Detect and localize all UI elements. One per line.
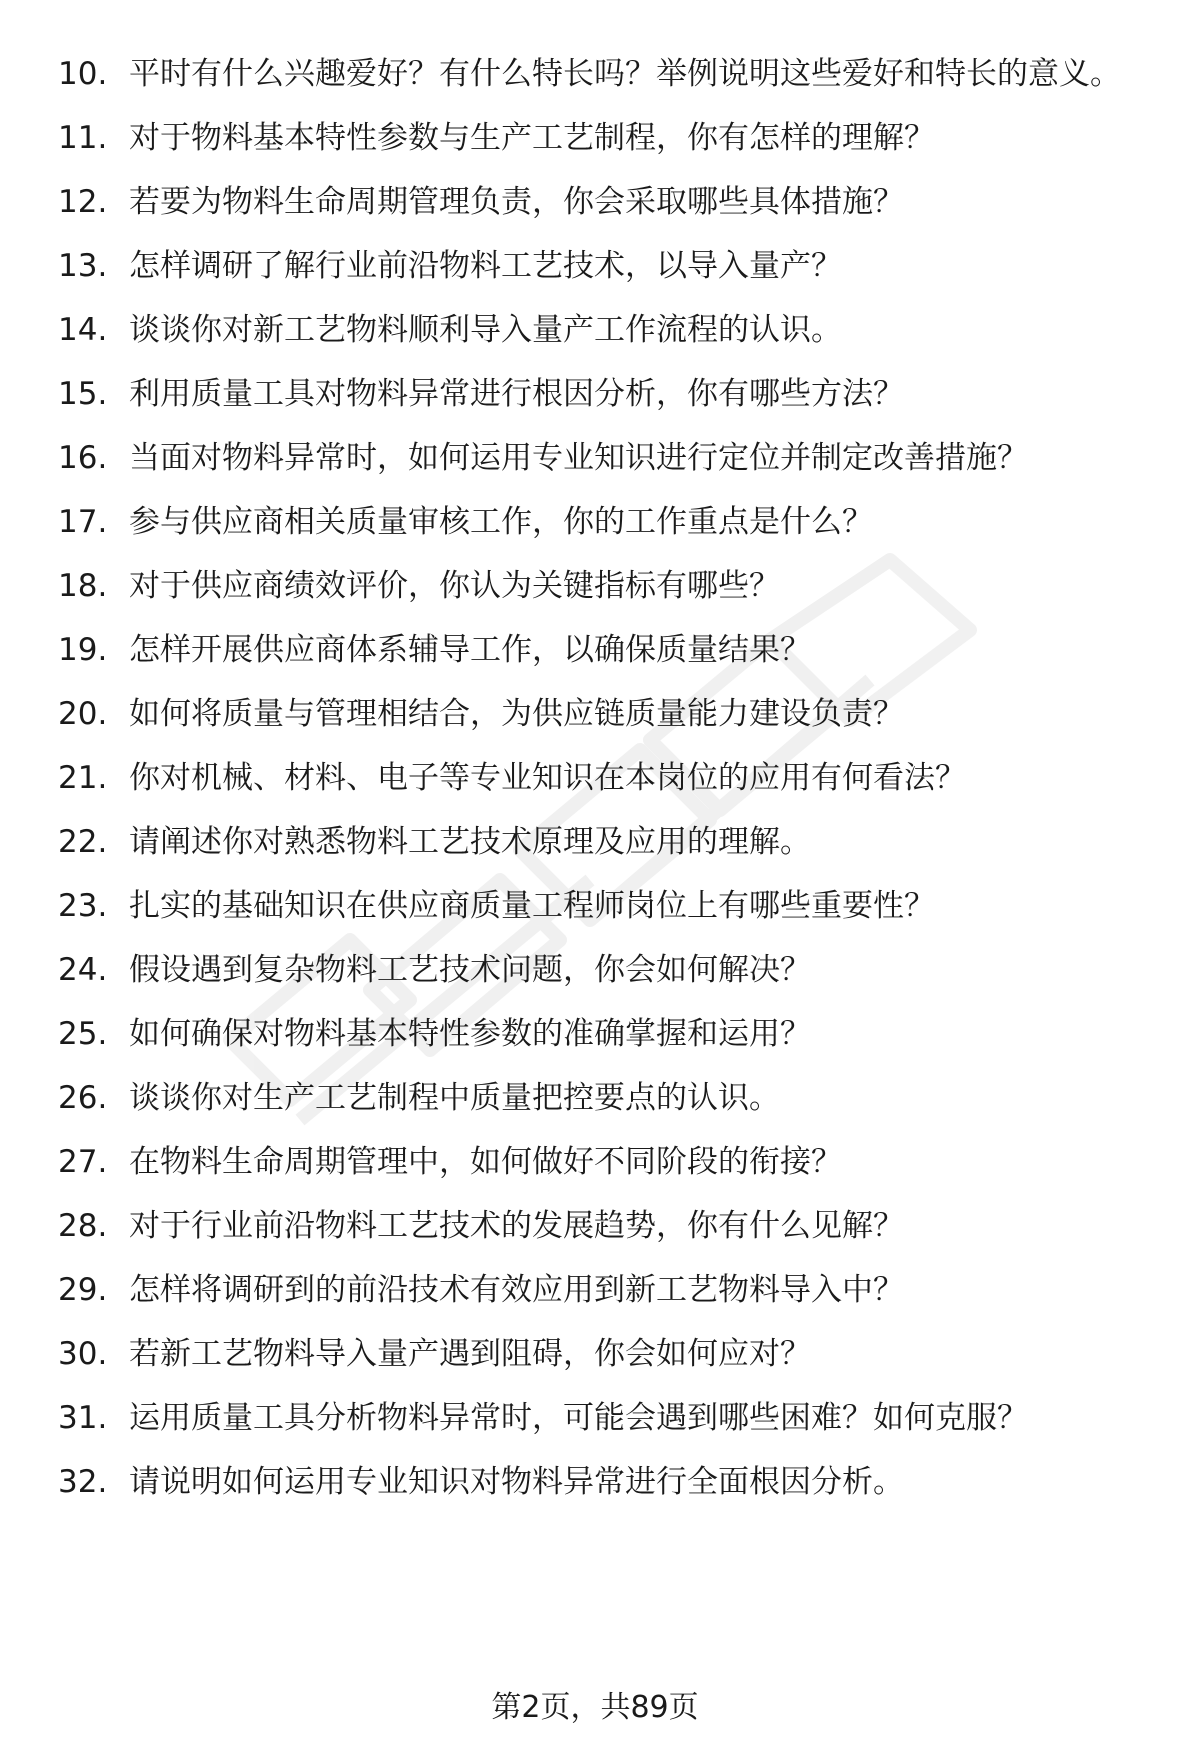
question-number: 32. — [58, 1464, 108, 1500]
question-number: 29. — [58, 1272, 108, 1308]
question-item — [0, 180, 1190, 225]
question-number: 25. — [58, 1016, 108, 1052]
question-number: 24. — [58, 952, 108, 988]
question-item — [0, 1332, 1190, 1377]
question-item — [0, 884, 1190, 929]
question-item — [0, 564, 1190, 609]
question-text: 怎样调研了解行业前沿物料工艺技术，以导入量产？ — [129, 248, 842, 284]
question-item — [0, 756, 1190, 801]
question-item — [0, 1076, 1190, 1121]
question-number: 19. — [58, 632, 108, 668]
question-item — [0, 1012, 1190, 1057]
question-text: 如何确保对物料基本特性参数的准确掌握和运用？ — [129, 1016, 811, 1052]
question-number: 12. — [58, 184, 108, 220]
question-number: 17. — [58, 504, 108, 540]
question-item — [0, 692, 1190, 737]
question-item — [0, 1140, 1190, 1185]
question-item — [0, 1204, 1190, 1249]
question-number: 10. — [58, 56, 108, 92]
question-item — [0, 308, 1190, 353]
question-text: 你对机械、材料、电子等专业知识在本岗位的应用有何看法？ — [129, 760, 966, 796]
question-text: 若要为物料生命周期管理负责，你会采取哪些具体措施？ — [129, 184, 904, 220]
question-text: 平时有什么兴趣爱好？有什么特长吗？举例说明这些爱好和特长的意义。 — [129, 56, 1121, 92]
question-number: 13. — [58, 248, 108, 284]
question-item — [0, 948, 1190, 993]
question-text: 参与供应商相关质量审核工作，你的工作重点是什么？ — [129, 504, 873, 540]
question-text: 运用质量工具分析物料异常时，可能会遇到哪些困难？如何克服？ — [129, 1400, 1028, 1436]
question-number: 28. — [58, 1208, 108, 1244]
question-number: 18. — [58, 568, 108, 604]
question-number: 15. — [58, 376, 108, 412]
question-text: 怎样将调研到的前沿技术有效应用到新工艺物料导入中？ — [129, 1272, 904, 1308]
question-number: 20. — [58, 696, 108, 732]
question-text: 谈谈你对生产工艺制程中质量把控要点的认识。 — [129, 1080, 780, 1116]
question-item — [0, 1268, 1190, 1313]
question-item — [0, 116, 1190, 161]
question-item — [0, 628, 1190, 673]
question-text: 扎实的基础知识在供应商质量工程师岗位上有哪些重要性？ — [129, 888, 935, 924]
question-item — [0, 372, 1190, 417]
question-number: 23. — [58, 888, 108, 924]
page-number-footer: 第2页，共89页 — [491, 1690, 699, 1725]
question-item — [0, 244, 1190, 289]
question-number: 31. — [58, 1400, 108, 1436]
question-item — [0, 1460, 1190, 1505]
question-text: 谈谈你对新工艺物料顺利导入量产工作流程的认识。 — [129, 312, 842, 348]
question-item — [0, 500, 1190, 545]
question-number: 26. — [58, 1080, 108, 1116]
question-item — [0, 820, 1190, 865]
question-number: 11. — [58, 120, 108, 156]
question-text: 在物料生命周期管理中，如何做好不同阶段的衔接？ — [129, 1144, 842, 1180]
question-item — [0, 436, 1190, 481]
question-text: 当面对物料异常时，如何运用专业知识进行定位并制定改善措施？ — [129, 440, 1028, 476]
question-text: 若新工艺物料导入量产遇到阻碍，你会如何应对？ — [129, 1336, 811, 1372]
question-text: 请阐述你对熟悉物料工艺技术原理及应用的理解。 — [129, 824, 811, 860]
question-text: 利用质量工具对物料异常进行根因分析，你有哪些方法？ — [129, 376, 904, 412]
question-number: 27. — [58, 1144, 108, 1180]
question-text: 对于物料基本特性参数与生产工艺制程，你有怎样的理解？ — [129, 120, 935, 156]
question-list — [0, 52, 1190, 1524]
question-number: 16. — [58, 440, 108, 476]
question-number: 21. — [58, 760, 108, 796]
question-text: 请说明如何运用专业知识对物料异常进行全面根因分析。 — [129, 1464, 904, 1500]
question-number: 14. — [58, 312, 108, 348]
question-text: 如何将质量与管理相结合，为供应链质量能力建设负责？ — [129, 696, 904, 732]
question-text: 对于供应商绩效评价，你认为关键指标有哪些？ — [129, 568, 780, 604]
question-number: 22. — [58, 824, 108, 860]
question-text: 怎样开展供应商体系辅导工作，以确保质量结果？ — [129, 632, 811, 668]
question-text: 假设遇到复杂物料工艺技术问题，你会如何解决？ — [129, 952, 811, 988]
question-number: 30. — [58, 1336, 108, 1372]
question-item — [0, 52, 1190, 97]
question-text: 对于行业前沿物料工艺技术的发展趋势，你有什么见解？ — [129, 1208, 904, 1244]
question-item — [0, 1396, 1190, 1441]
